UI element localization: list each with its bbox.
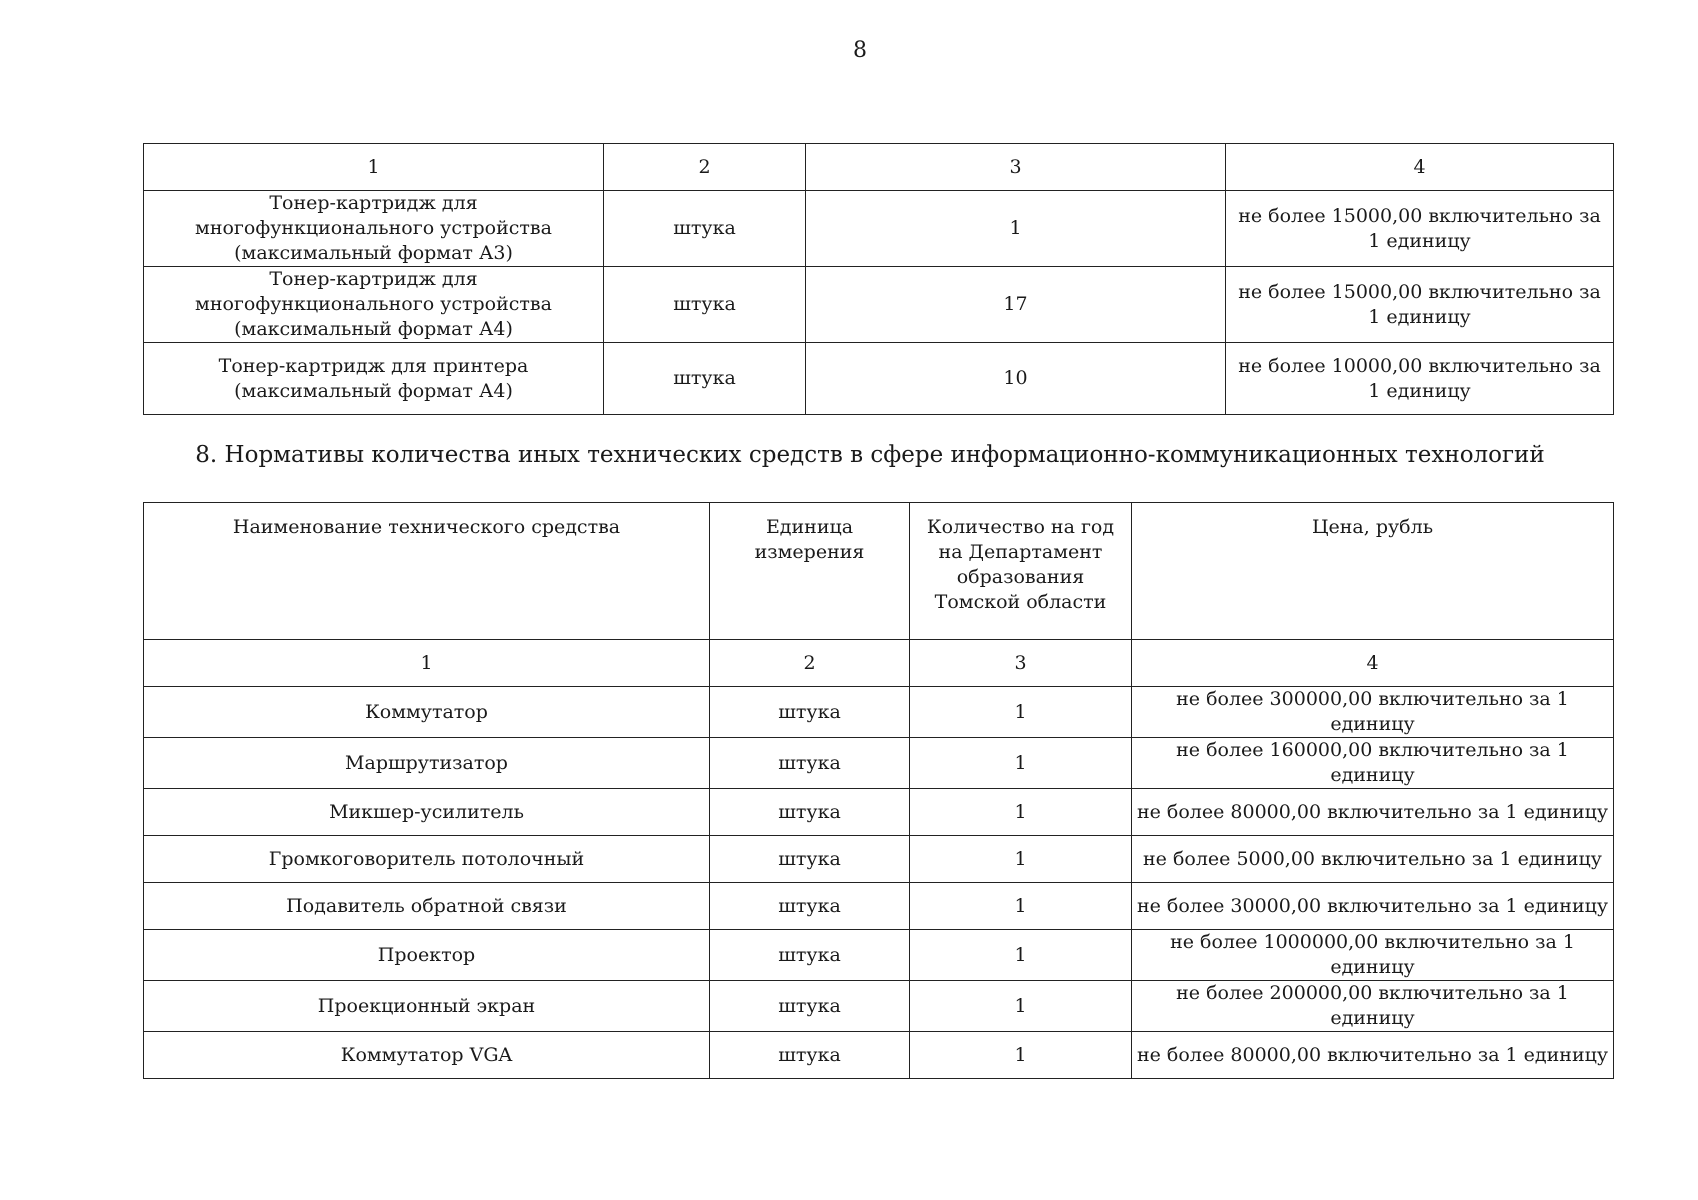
price-cell: не более 200000,00 включительно за 1 единицу xyxy=(1132,981,1614,1032)
column-number: 3 xyxy=(806,144,1226,191)
price-cell: не более 30000,00 включительно за 1 единицу xyxy=(1132,883,1614,930)
page-number: 8 xyxy=(853,38,867,63)
table-row xyxy=(144,738,1614,789)
cartridge-norms-table xyxy=(143,143,1614,415)
item-name-cell: Тонер-картридж для принтера (максимальный формат А4) xyxy=(144,343,604,415)
item-name-cell: Тонер-картридж для многофункционального устройства (максимальный формат А4) xyxy=(144,267,604,343)
quantity-cell: 1 xyxy=(910,981,1132,1032)
quantity-cell: 1 xyxy=(910,687,1132,738)
quantity-cell: 1 xyxy=(910,883,1132,930)
header-row xyxy=(144,503,1614,640)
unit-cell: штука xyxy=(710,687,910,738)
column-header-quantity: Количество на год на Департамент образования Томской области xyxy=(910,503,1132,640)
technical-equipment-norms-table xyxy=(143,502,1614,1079)
price-cell: не более 1000000,00 включительно за 1 единицу xyxy=(1132,930,1614,981)
item-name-cell: Коммутатор VGA xyxy=(144,1032,710,1079)
item-name-cell: Громкоговоритель потолочный xyxy=(144,836,710,883)
unit-cell: штука xyxy=(710,789,910,836)
price-cell: не более 15000,00 включительно за 1 единицу xyxy=(1226,191,1614,267)
column-header-price: Цена, рубль xyxy=(1132,503,1614,640)
column-number: 4 xyxy=(1226,144,1614,191)
item-name-cell: Микшер-усилитель xyxy=(144,789,710,836)
item-name-cell: Маршрутизатор xyxy=(144,738,710,789)
column-number-row xyxy=(144,640,1614,687)
table-row xyxy=(144,267,1614,343)
column-number: 2 xyxy=(604,144,806,191)
column-header-name: Наименование технического средства xyxy=(144,503,710,640)
unit-cell: штука xyxy=(710,981,910,1032)
price-cell: не более 80000,00 включительно за 1 единицу xyxy=(1132,789,1614,836)
column-number: 1 xyxy=(144,144,604,191)
quantity-cell: 1 xyxy=(910,1032,1132,1079)
table-row xyxy=(144,836,1614,883)
quantity-cell: 1 xyxy=(806,191,1226,267)
quantity-cell: 17 xyxy=(806,267,1226,343)
unit-cell: штука xyxy=(710,930,910,981)
item-name-cell: Тонер-картридж для многофункционального устройства (максимальный формат А3) xyxy=(144,191,604,267)
column-number-row xyxy=(144,144,1614,191)
column-number: 2 xyxy=(710,640,910,687)
price-cell: не более 80000,00 включительно за 1 единицу xyxy=(1132,1032,1614,1079)
unit-cell: штука xyxy=(710,883,910,930)
section-heading: 8. Нормативы количества иных технических средств в сфере информационно-коммуникационных технологий xyxy=(195,442,1545,468)
quantity-cell: 10 xyxy=(806,343,1226,415)
price-cell: не более 5000,00 включительно за 1 единицу xyxy=(1132,836,1614,883)
quantity-cell: 1 xyxy=(910,930,1132,981)
unit-cell: штука xyxy=(604,267,806,343)
table-row xyxy=(144,687,1614,738)
price-cell: не более 300000,00 включительно за 1 единицу xyxy=(1132,687,1614,738)
quantity-cell: 1 xyxy=(910,738,1132,789)
table-row xyxy=(144,883,1614,930)
quantity-cell: 1 xyxy=(910,836,1132,883)
column-number: 4 xyxy=(1132,640,1614,687)
table-row xyxy=(144,343,1614,415)
column-number: 3 xyxy=(910,640,1132,687)
item-name-cell: Подавитель обратной связи xyxy=(144,883,710,930)
unit-cell: штука xyxy=(604,343,806,415)
column-number: 1 xyxy=(144,640,710,687)
quantity-cell: 1 xyxy=(910,789,1132,836)
price-cell: не более 160000,00 включительно за 1 единицу xyxy=(1132,738,1614,789)
price-cell: не более 10000,00 включительно за 1 единицу xyxy=(1226,343,1614,415)
unit-cell: штука xyxy=(710,836,910,883)
unit-cell: штука xyxy=(710,1032,910,1079)
table-row xyxy=(144,191,1614,267)
price-cell: не более 15000,00 включительно за 1 единицу xyxy=(1226,267,1614,343)
column-header-unit: Единица измерения xyxy=(710,503,910,640)
table-row xyxy=(144,930,1614,981)
table-row xyxy=(144,981,1614,1032)
item-name-cell: Проектор xyxy=(144,930,710,981)
unit-cell: штука xyxy=(710,738,910,789)
item-name-cell: Проекционный экран xyxy=(144,981,710,1032)
item-name-cell: Коммутатор xyxy=(144,687,710,738)
table-row xyxy=(144,1032,1614,1079)
table-row xyxy=(144,789,1614,836)
unit-cell: штука xyxy=(604,191,806,267)
